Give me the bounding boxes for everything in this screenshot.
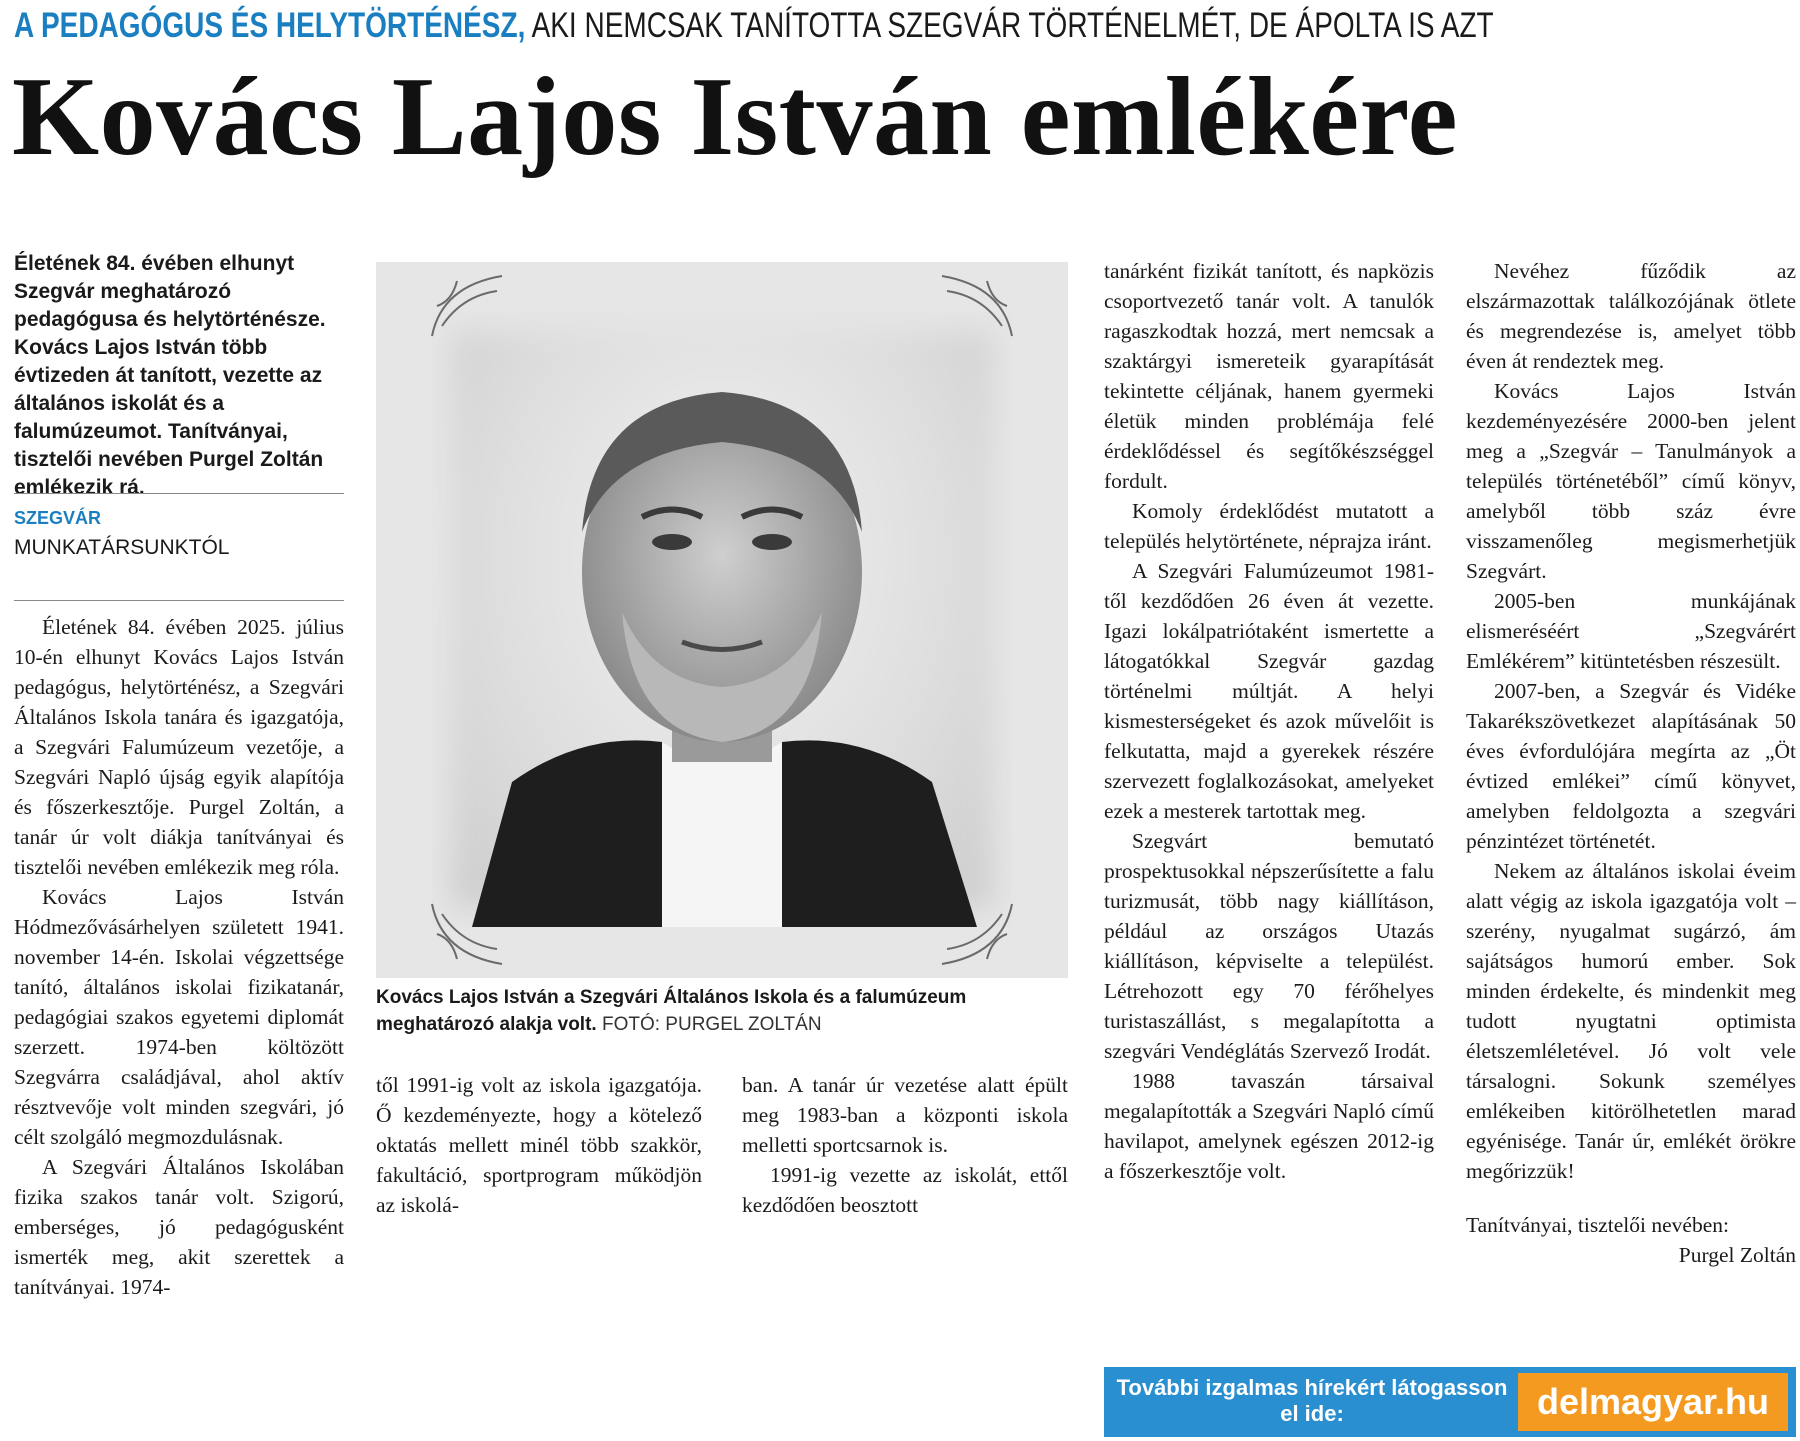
banner-text: További izgalmas hírekért látogasson el ide: bbox=[1116, 1375, 1508, 1426]
caption-text: Kovács Lajos István a Szegvári Általános Iskola és a falumúzeum meghatározó alakja volt. bbox=[376, 987, 967, 1035]
paragraph: 1988 tavaszán társaival megalapították a Szegvári Napló című havilapot, amelynek egészen 2012-ig a főszerkesztője volt. bbox=[1104, 1069, 1434, 1183]
signoff-name: Purgel Zoltán bbox=[1678, 1243, 1796, 1267]
byline-divider bbox=[14, 493, 344, 494]
column-5 bbox=[1466, 256, 1796, 1270]
portrait-photo bbox=[376, 262, 1068, 978]
paragraph: Kovács Lajos István kezdeményezésére 2000-ben jelent meg a „Szegvár – Tanulmányok a település történetéből” című könyv, amelyből több száz évre visszamenőleg megismerhetjük Szegvárt. bbox=[1466, 379, 1796, 583]
ornament-icon bbox=[422, 894, 512, 974]
paragraph: 2005-ben munkájának elismeréséért „Szegvárért Emlékérem” kitüntetésben részesült. bbox=[1466, 589, 1796, 673]
paragraph: A Szegvári Falumúzeumot 1981-től kezdődően 26 éven át vezette. Igazi lokálpatriótaként ismertette a látogatókkal Szegvár gazdag történelmi múltját. A helyi kismesterségeket és azok művelőit is felkutatta, majd a gyerekek részére szervezett foglalkozásokat, amelyeket ezek a mesterek tartottak meg. bbox=[1104, 559, 1434, 823]
paragraph: ban. A tanár úr vezetése alatt épült meg 1983-ban a központi iskola melletti sportcsarnok is. bbox=[742, 1073, 1068, 1157]
byline-author: MUNKATÁRSUNKTÓL bbox=[14, 536, 230, 559]
portrait-illustration bbox=[432, 312, 1012, 927]
ornament-icon bbox=[932, 894, 1022, 974]
paragraph: Nekem az általános iskolai éveim alatt végig az iskola igazgatója volt – szerény, nyugalmat sugárzó, ám sajátságos humorú ember. Sok minden érdekelte, és mindenkit meg tudott nyugtatni optimista életszemléletével. Jó volt vele társalogni. Sokunk személyes emlékeiben kitörölhetetlen marad egyénisége. Tanár úr, emlékét örökre megőrizzük! bbox=[1466, 859, 1796, 1183]
paragraph: tanárként fizikát tanított, és napközis csoportvezető tanár volt. A tanulók ragaszkodtak hozzá, mert nemcsak a szaktárgyi ismereteik gyarapítását tekintette céljának, hanem gyermeki életük minden problémája felé érdeklődéssel és segítőkészséggel fordult. bbox=[1104, 259, 1434, 493]
paragraph: Kovács Lajos István Hódmezővásárhelyen született 1941. november 14-én. Iskolai végzettsége tanító, általános iskolai fizikatanár, pedagógiai szakos egyetemi diplomát szerzett. 1974-ben költözött Szegvárra családjával, ahol aktív résztvevője volt minden szegvári, jó célt szolgáló megmozdulásnak. bbox=[14, 885, 344, 1149]
photo-credit: FOTÓ: PURGEL ZOLTÁN bbox=[601, 1014, 822, 1035]
paragraph: 2007-ben, a Szegvár és Vidéke Takarékszövetkezet alapításának 50 éves évfordulójára megírta az „Öt évtized emlékei” című könyvet, amelyben feldolgozta a szegvári pénzintézet történetét. bbox=[1466, 679, 1796, 853]
kicker-rest: AKI NEMCSAK TANÍTOTTA SZEGVÁR TÖRTÉNELMÉT, DE ÁPOLTA IS AZT bbox=[525, 6, 1494, 45]
paragraph: től 1991-ig volt az iskola igazgatója. Ő kezdeményezte, hogy a kötelező oktatás mellett minél több szakkör, fakultáció, sportprogram működjön az iskolá- bbox=[376, 1073, 702, 1217]
ornament-icon bbox=[932, 266, 1022, 346]
ornament-icon bbox=[422, 266, 512, 346]
column-3 bbox=[742, 1070, 1068, 1220]
photo-caption bbox=[376, 984, 1076, 1038]
paragraph: A Szegvári Általános Iskolában fizika szakos tanár volt. Szigorú, emberséges, jó pedagógusként ismerték meg, akit szerettek a tanítványai. 1974- bbox=[14, 1155, 344, 1299]
paragraph: Szegvárt bemutató prospektusokkal népszerűsítette a falu turizmusát, több nagy kiállításon, például az országos Utazás kiállításon, képviselte a települést. Létrehozott egy 70 férőhelyes turistaszállást, s megalapította a szegvári Vendéglátás Szervező Irodát. bbox=[1104, 829, 1434, 1063]
portrait-image bbox=[432, 312, 1012, 927]
kicker-highlight: A PEDAGÓGUS ÉS HELYTÖRTÉNÉSZ, bbox=[14, 6, 526, 45]
paragraph: Nevéhez fűződik az elszármazottak találkozójának ötlete és megrendezése is, amelyet több éven át rendeztek meg. bbox=[1466, 259, 1796, 373]
byline-divider-bottom bbox=[14, 600, 344, 601]
kicker bbox=[14, 4, 1494, 48]
promo-banner[interactable] bbox=[1104, 1367, 1796, 1437]
paragraph: 1991-ig vezette az iskolát, ettől kezdődően beosztott bbox=[742, 1163, 1068, 1217]
lead-paragraph: Életének 84. évében elhunyt Szegvár meghatározó pedagógusa és helytörténésze. Kovács Lajos István több évtizeden át tanított, vezette az általános iskolát és a falumúzeumot. Tanítványai, tisztelői nevében Purgel Zoltán emlékezik rá. bbox=[14, 252, 326, 499]
paragraph: Életének 84. évében 2025. július 10-én elhunyt Kovács Lajos István pedagógus, helytörténész, a Szegvári Általános Iskola tanára és igazgatója, a Szegvári Falumúzeum vezetője, a Szegvári Napló újság egyik alapítója és főszerkesztője. Purgel Zoltán, a tanár úr volt diákja tanítványai és tisztelői nevében emlékezik meg róla. bbox=[14, 615, 344, 879]
column-2 bbox=[376, 1070, 702, 1220]
byline-place: SZEGVÁR bbox=[14, 508, 102, 528]
column-4 bbox=[1104, 256, 1434, 1186]
headline: Kovács Lajos István emlékére bbox=[12, 55, 1458, 179]
column-1 bbox=[14, 612, 344, 1302]
signoff-line: Tanítványai, tisztelői nevében: bbox=[1466, 1213, 1729, 1237]
paragraph: Komoly érdeklődést mutatott a település helytörténete, néprajza iránt. bbox=[1104, 499, 1434, 553]
delmagyar-logo[interactable]: delmagyar.hu bbox=[1518, 1373, 1788, 1431]
